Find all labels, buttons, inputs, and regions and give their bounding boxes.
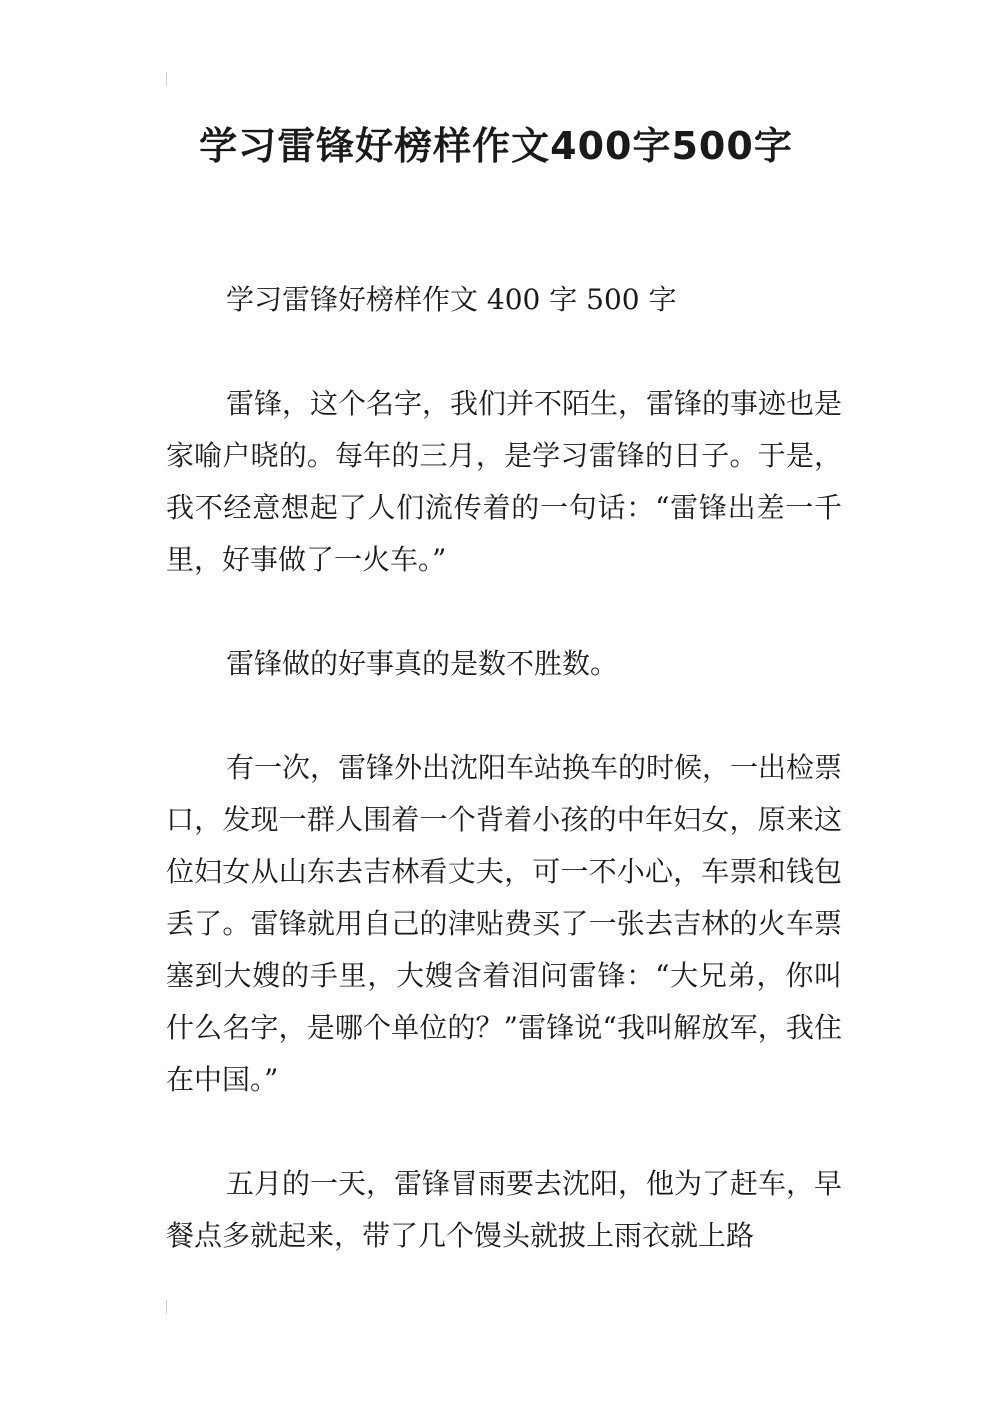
page-corner-mark xyxy=(166,72,167,86)
subtitle-paragraph: 学习雷锋好榜样作文 400 字 500 字 xyxy=(226,283,677,316)
paragraph: 有一次，雷锋外出沈阳车站换车的时候，一出检票口，发现一群人围着一个背着小孩的中年妇女，原来这位妇女从山东去吉林看丈夫，可一不小心，车票和钱包丢了。雷锋就用自己的津贴费买了一张去吉林的火车票塞到大嫂的手里，大嫂含着泪问雷锋：“大兄弟，你叫什么名字，是哪个单位的？”雷锋说“我叫解放军，我住在中国。” xyxy=(166,751,843,1096)
paragraph: 雷锋做的好事真的是数不胜数。 xyxy=(226,647,619,680)
page-corner-mark xyxy=(166,1300,167,1314)
document-title: 学习雷锋好榜样作文400字500字 xyxy=(199,124,793,168)
document-body xyxy=(166,274,842,1314)
paragraph: 雷锋，这个名字，我们并不陌生，雷锋的事迹也是家喻户晓的。每年的三月，是学习雷锋的日子。于是，我不经意想起了人们流传着的一句话：“雷锋出差一千里，好事做了一火车。” xyxy=(166,387,843,576)
paragraph: 五月的一天，雷锋冒雨要去沈阳，他为了赶车，早餐点多就起来，带了几个馒头就披上雨衣就上路 xyxy=(166,1167,843,1252)
